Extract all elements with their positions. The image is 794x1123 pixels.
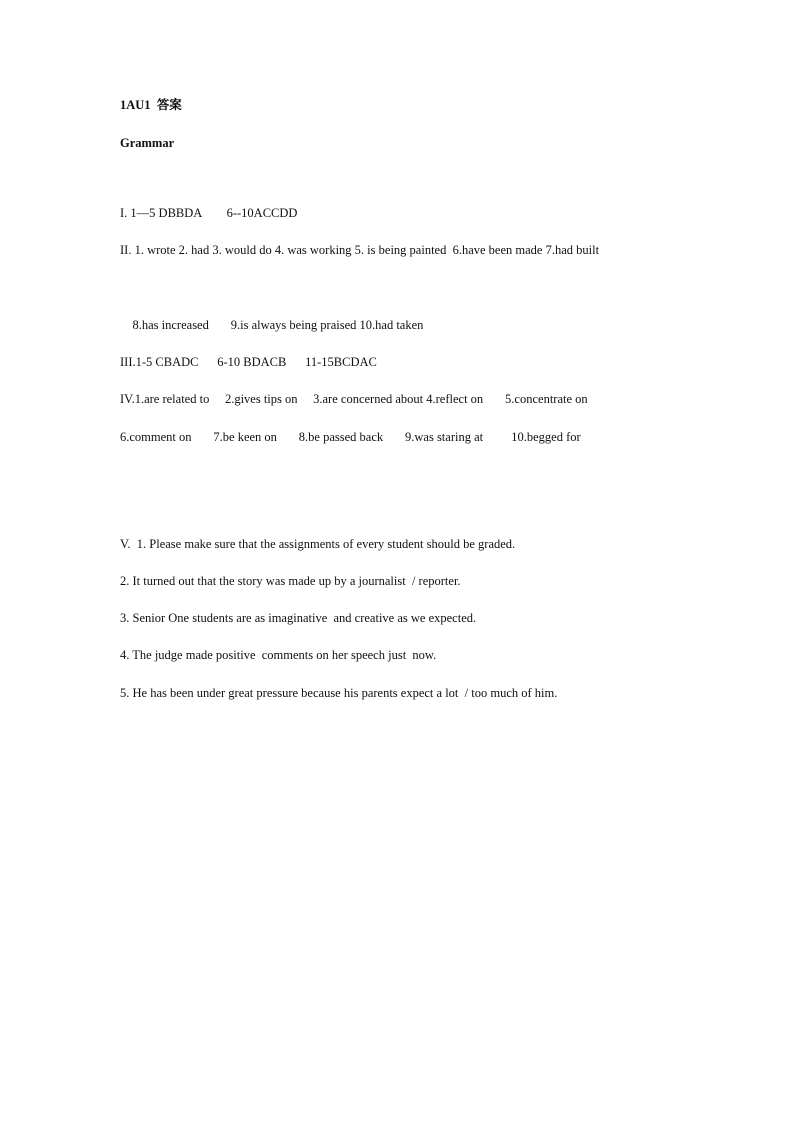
answers-part-5-item: 2. It turned out that the story was made up by a journalist / reporter. — [120, 574, 461, 588]
answers-part-4-line-2: 6.comment on 7.be keen on 8.be passed back 9.was staring at 10.begged for — [120, 430, 581, 444]
answers-part-5-item: 4. The judge made positive comments on her speech just now. — [120, 648, 437, 662]
answers-part-4-line-1: IV.1.are related to 2.gives tips on 3.are concerned about 4.reflect on 5.concentrate on — [120, 392, 588, 406]
answers-part-5-item: 3. Senior One students are as imaginative and creative as we expected. — [120, 611, 477, 625]
answers-part-3: III.1-5 CBADC 6-10 BDACB 11-15BCDAC — [120, 355, 377, 369]
answers-part-2-line-2: 8.has increased 9.is always being praised 10.had taken — [120, 318, 424, 332]
answers-part-2-line-1: II. 1. wrote 2. had 3. would do 4. was working 5. is being painted 6.have been made 7.had built — [120, 243, 600, 257]
answers-part-5-item: 5. He has been under great pressure because his parents expect a lot / too much of him. — [120, 686, 558, 700]
answers-part-1: I. 1—5 DBBDA 6--10ACCDD — [120, 206, 298, 220]
answers-part-5-item: V. 1. Please make sure that the assignments of every student should be graded. — [120, 537, 516, 551]
section-heading-grammar: Grammar — [120, 136, 175, 150]
document-title: 1AU1 答案 — [120, 98, 182, 112]
